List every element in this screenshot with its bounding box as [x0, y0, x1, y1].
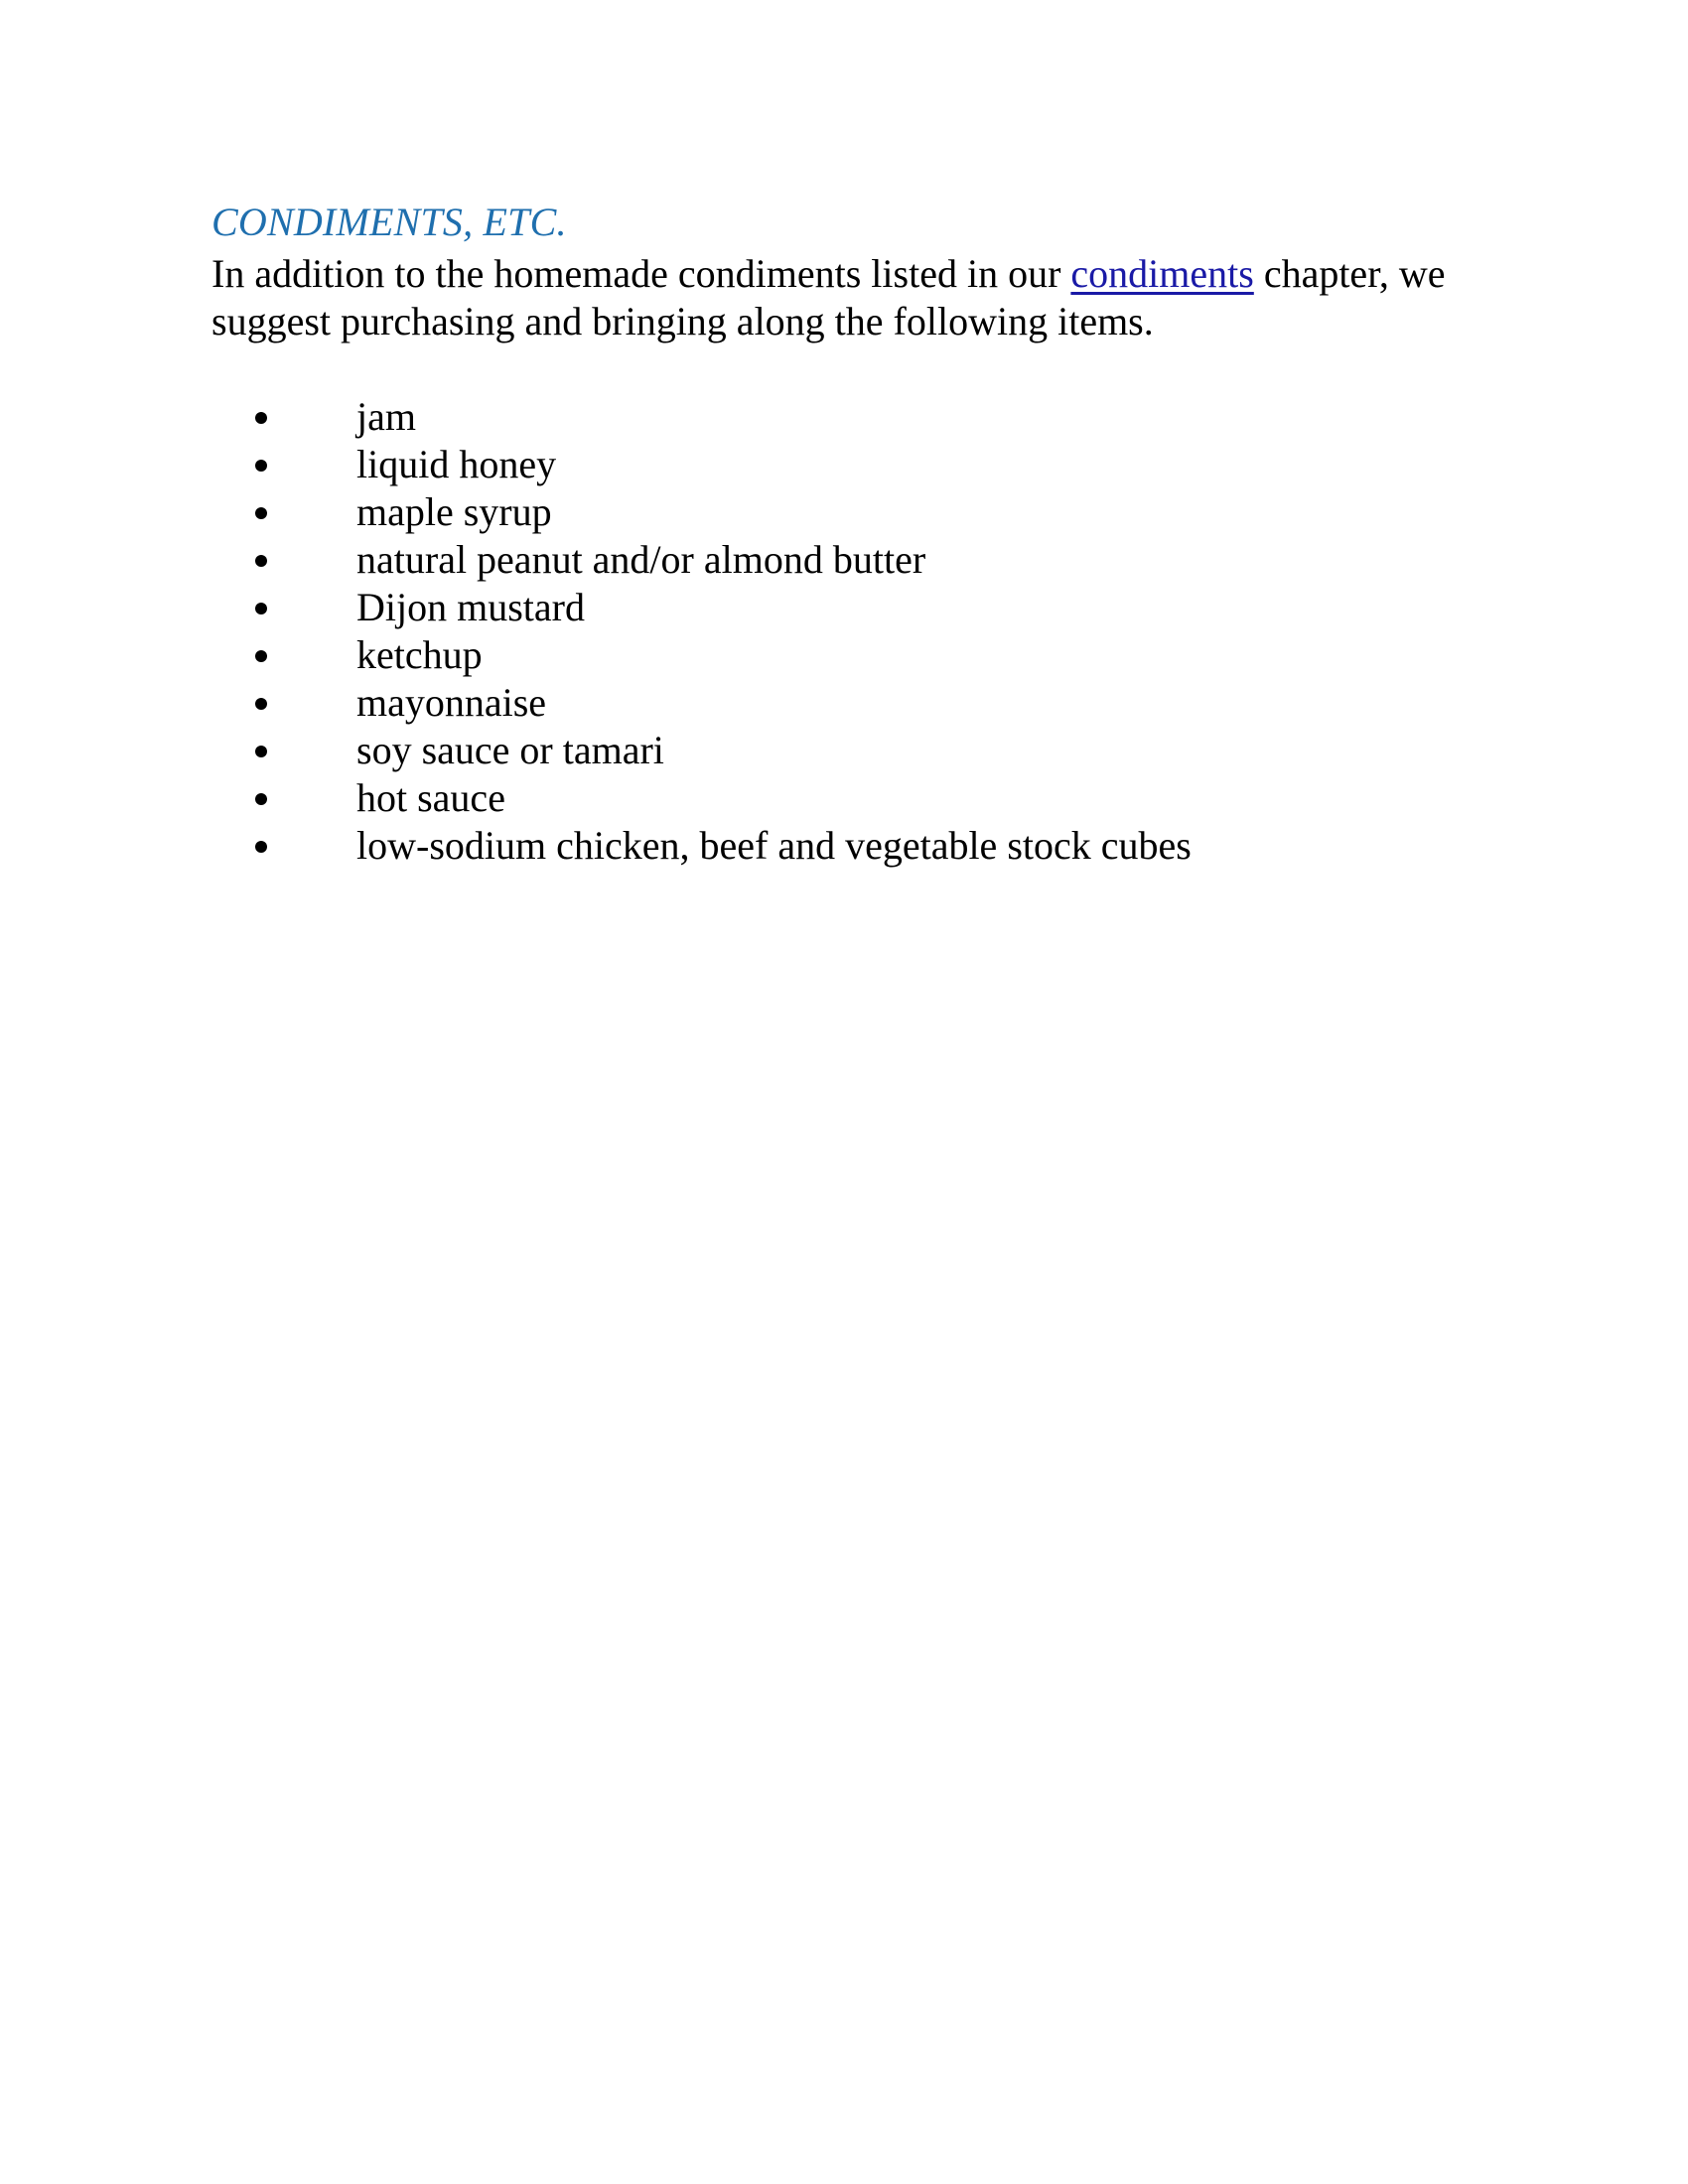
list-item-text: soy sauce or tamari: [356, 728, 664, 772]
list-item: [211, 774, 1502, 822]
bullet-icon: [255, 555, 267, 567]
document-content: [211, 195, 1502, 870]
list-item-text: jam: [356, 394, 416, 439]
bullet-icon: [255, 507, 267, 519]
list-item: [211, 441, 1502, 488]
list-item-text: hot sauce: [356, 775, 505, 820]
list-item-text: low-sodium chicken, beef and vegetable stock cubes: [356, 823, 1192, 868]
list-item: [211, 822, 1502, 870]
list-item-text: maple syrup: [356, 489, 552, 534]
bullet-icon: [255, 793, 267, 805]
bullet-icon: [255, 698, 267, 710]
list-item: [211, 536, 1502, 584]
condiments-chapter-link[interactable]: condiments: [1070, 251, 1254, 296]
intro-text-before-link: In addition to the homemade condiments listed in our: [211, 251, 1071, 296]
list-item: [211, 727, 1502, 774]
bullet-icon: [255, 746, 267, 757]
section-heading: CONDIMENTS, ETC.: [211, 200, 567, 244]
list-item-text: Dijon mustard: [356, 585, 585, 629]
list-item-text: natural peanut and/or almond butter: [356, 537, 926, 582]
bullet-icon: [255, 841, 267, 853]
list-item-text: ketchup: [356, 632, 483, 677]
bullet-icon: [255, 650, 267, 662]
bullet-icon: [255, 412, 267, 424]
list-item: [211, 584, 1502, 631]
intro-paragraph: [211, 250, 1502, 345]
list-item: [211, 488, 1502, 536]
intro-text-after-link: chapter, we suggest purchasing and bringing along the following items.: [211, 251, 1446, 343]
list-item: [211, 393, 1502, 441]
bullet-icon: [255, 603, 267, 614]
list-item: [211, 679, 1502, 727]
list-item-text: liquid honey: [356, 442, 557, 486]
list-item: [211, 631, 1502, 679]
bullet-icon: [255, 460, 267, 472]
condiments-list: [211, 393, 1502, 870]
list-item-text: mayonnaise: [356, 680, 547, 725]
